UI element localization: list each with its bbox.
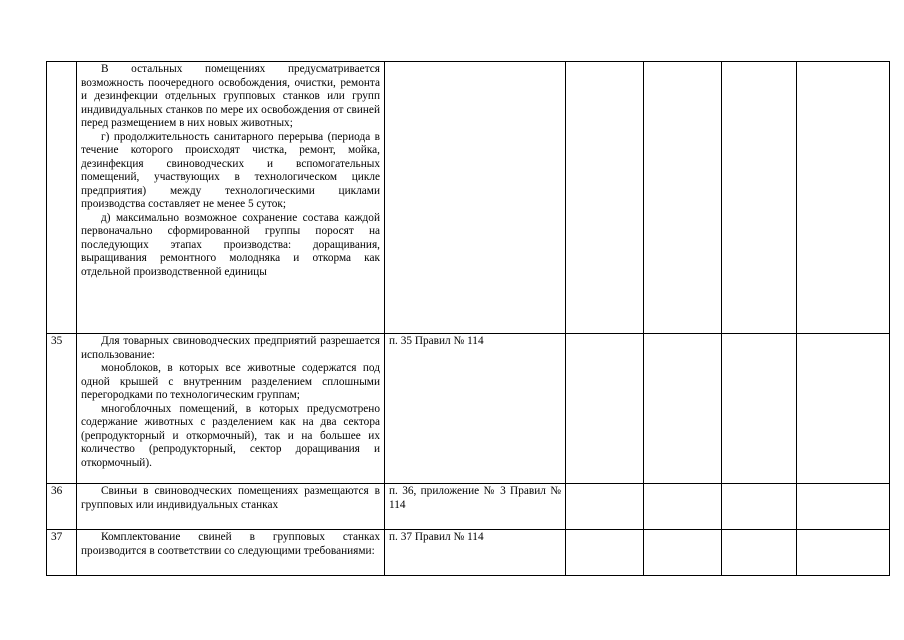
row-number-cell: 35 <box>47 334 77 484</box>
empty-cell <box>722 334 797 484</box>
empty-cell <box>566 334 644 484</box>
empty-cell <box>797 62 890 334</box>
requirement-cell <box>77 62 385 334</box>
empty-cell <box>797 484 890 530</box>
row-number-cell <box>47 62 77 334</box>
reference-text: п. 36, приложение № 3 Правил № 114 <box>389 485 561 511</box>
empty-cell <box>644 484 722 530</box>
empty-cell <box>722 62 797 334</box>
requirement-paragraph: моноблоков, в которых все животные содержатся под одной крышей с внутренним разделением сплошными перегородками по технологическим группам; <box>81 362 380 401</box>
empty-cell <box>644 334 722 484</box>
table-row <box>47 62 890 334</box>
requirement-paragraph: д) максимально возможное сохранение состава каждой первоначально сформированной группы поросят на последующих этапах производства: доращивания, выращивания ремонтного молодняка и откорма как отдельной производственной единицы <box>81 211 380 278</box>
reference-cell <box>385 62 566 334</box>
requirement-paragraph: Для товарных свиноводческих предприятий разрешается использование: <box>81 335 380 361</box>
empty-cell <box>566 484 644 530</box>
reference-cell <box>385 334 566 484</box>
empty-cell <box>644 62 722 334</box>
empty-cell <box>644 530 722 576</box>
empty-cell <box>566 530 644 576</box>
reference-cell <box>385 484 566 530</box>
row-number-cell: 36 <box>47 484 77 530</box>
requirement-cell <box>77 530 385 576</box>
table-row <box>47 484 890 530</box>
requirement-paragraph: многоблочных помещений, в которых предусмотрено содержание животных с разделением как на два сектора (репродукторный и откормочный), так и на большее их количество (репродукторный, сектор доращивания и откормочный). <box>81 402 380 469</box>
requirements-table <box>46 61 890 576</box>
empty-cell <box>722 484 797 530</box>
empty-cell <box>797 530 890 576</box>
requirement-cell <box>77 484 385 530</box>
empty-cell <box>722 530 797 576</box>
requirement-cell <box>77 334 385 484</box>
requirement-paragraph: г) продолжительность санитарного перерыва (периода в течение которого происходят чистка, ремонт, мойка, дезинфекция свиноводческих и вспомогательных помещений, участвующих в технологическом цикле предприятия) между технологическими циклами производства составляет не менее 5 суток; <box>81 130 380 210</box>
reference-text: п. 37 Правил № 114 <box>389 531 484 543</box>
empty-cell <box>797 334 890 484</box>
row-number-cell: 37 <box>47 530 77 576</box>
reference-text: п. 35 Правил № 114 <box>389 335 484 347</box>
table-row <box>47 530 890 576</box>
requirement-paragraph: В остальных помещениях предусматривается возможность поочередного освобождения, очистки, ремонта и дезинфекции отдельных групповых станков или групп индивидуальных станков по мере их освобождения от свиней перед размещением в них новых животных; <box>81 63 380 129</box>
empty-cell <box>566 62 644 334</box>
reference-cell <box>385 530 566 576</box>
table-row <box>47 334 890 484</box>
requirement-paragraph: Свиньи в свиноводческих помещениях размещаются в групповых или индивидуальных станках <box>81 485 380 511</box>
requirement-paragraph: Комплектование свиней в групповых станках производится в соответствии со следующими требованиями: <box>81 531 380 557</box>
